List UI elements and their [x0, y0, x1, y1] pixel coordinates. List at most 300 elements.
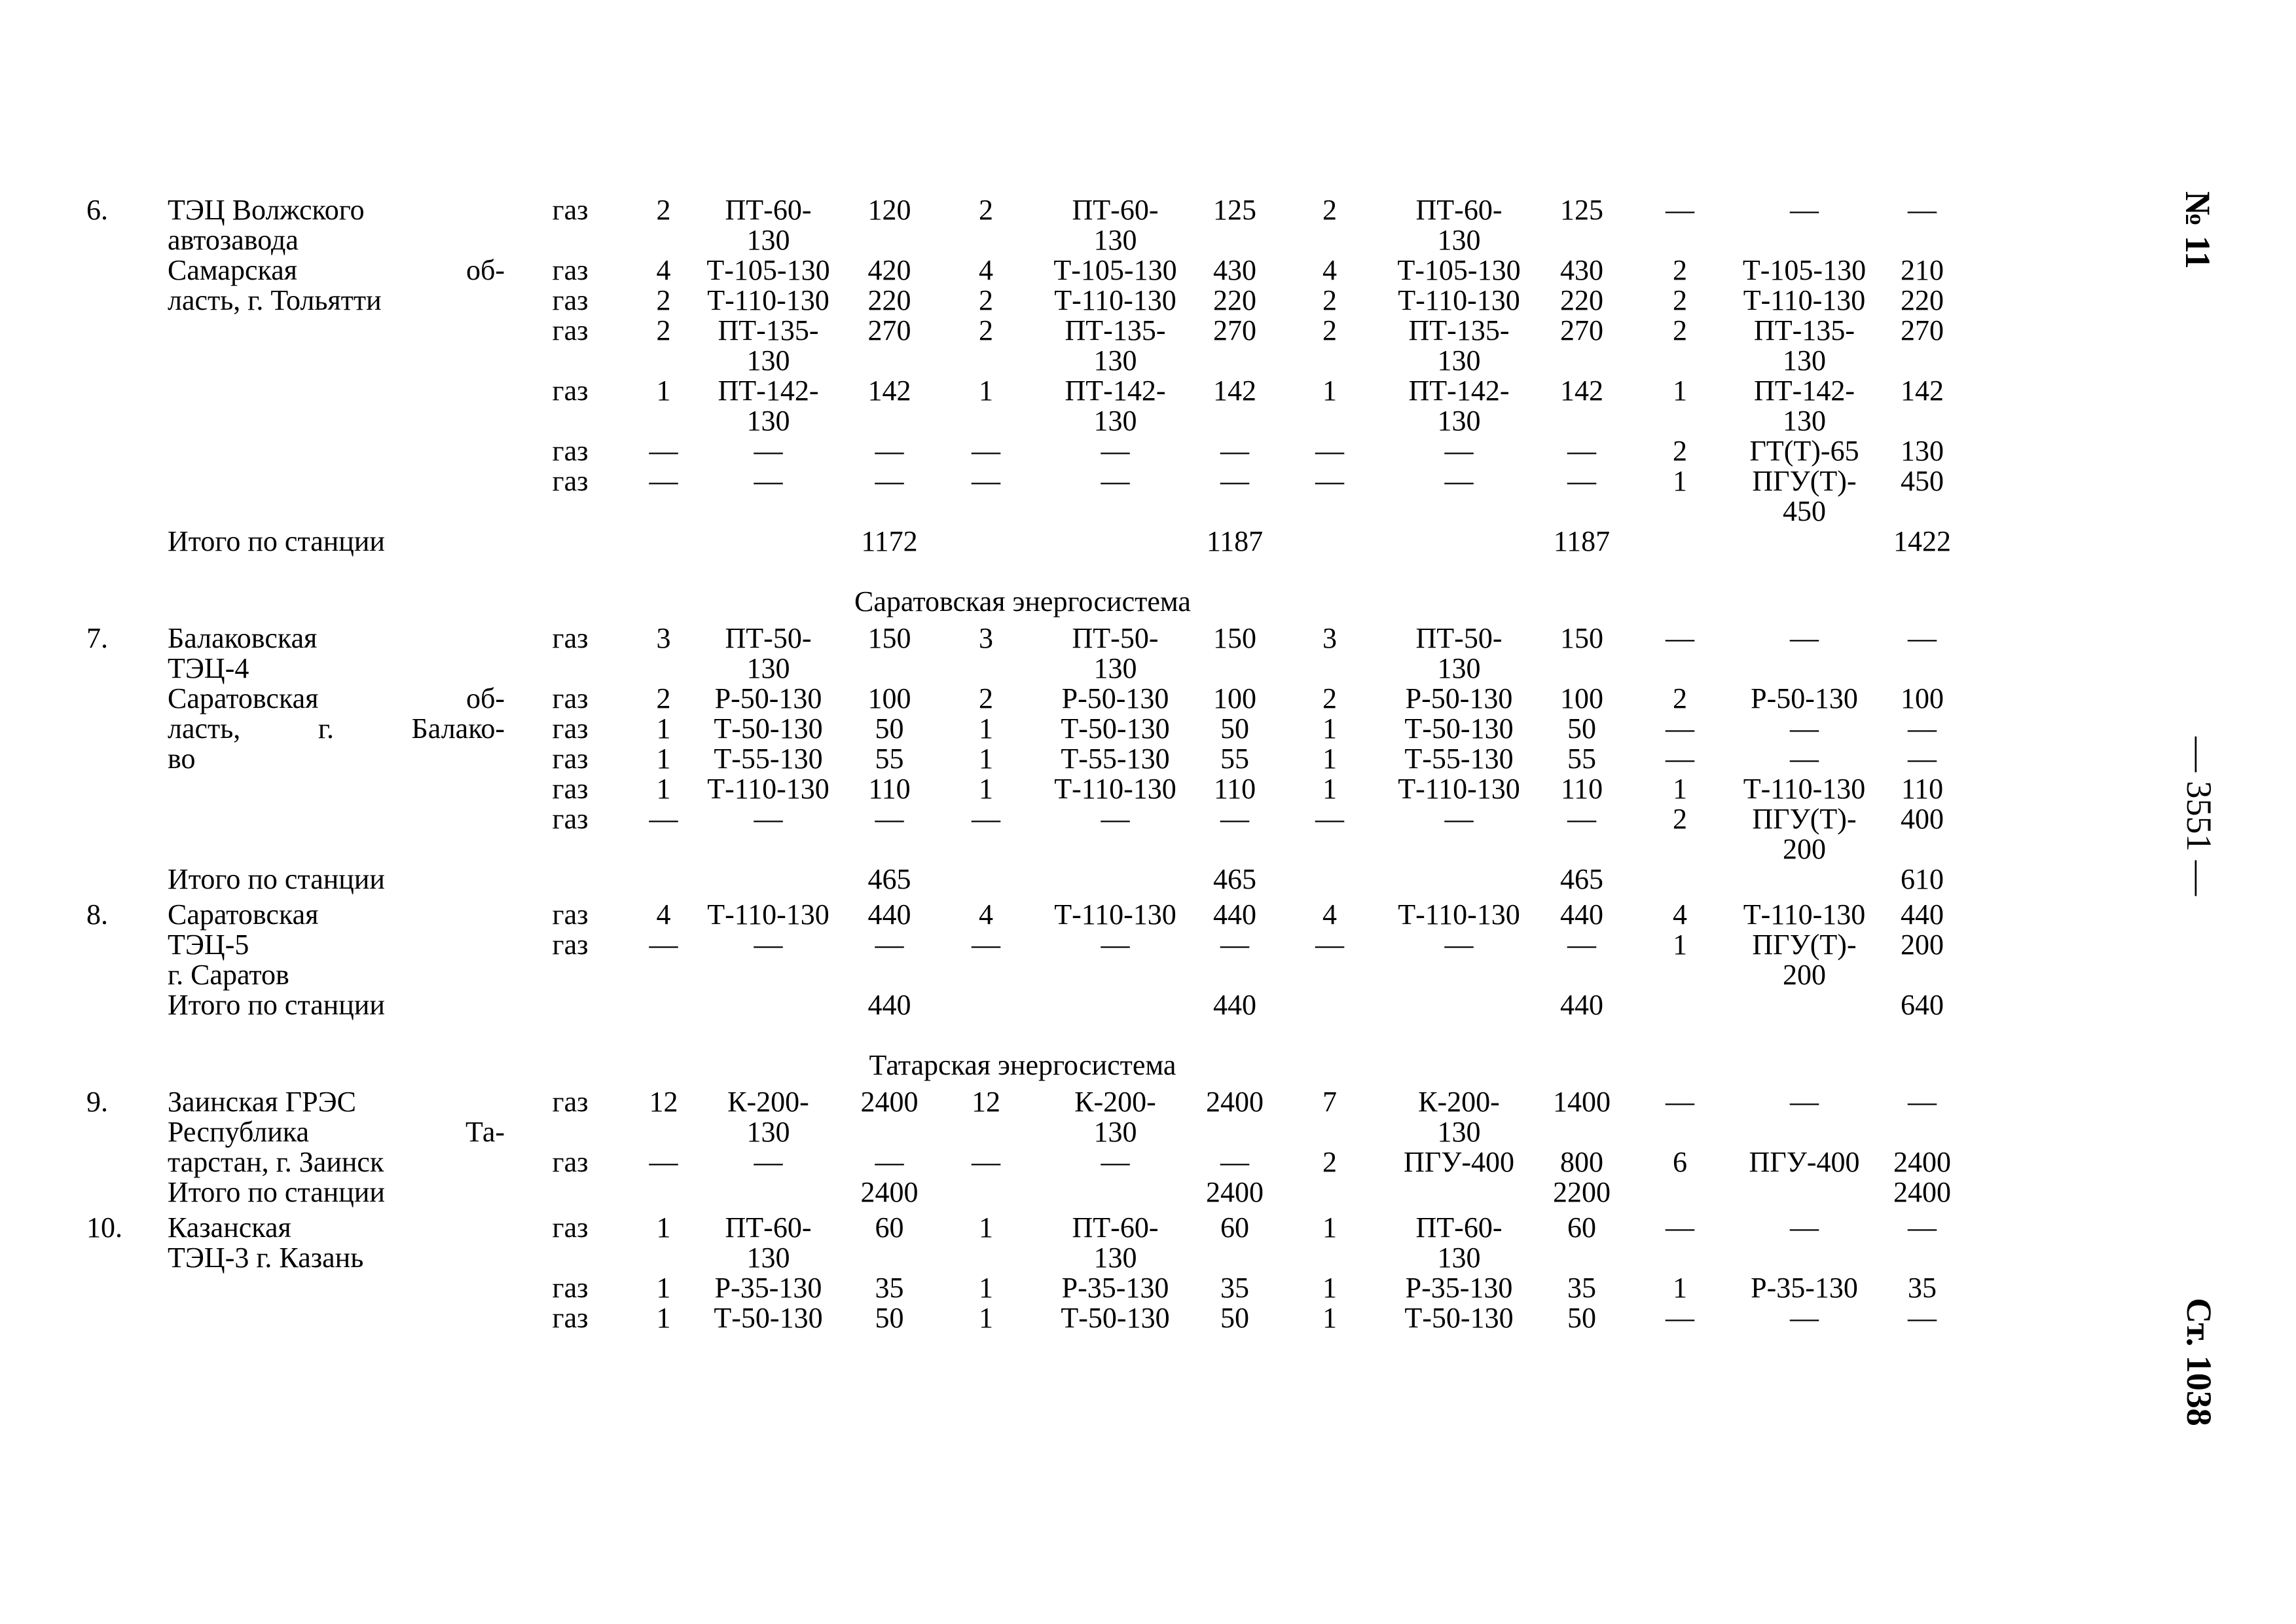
period-1-unit-capacity: 120	[867, 194, 911, 226]
period-2-total: 440	[1213, 989, 1256, 1021]
fuel-type: газ	[552, 1211, 589, 1244]
empty-cell	[1277, 1177, 1382, 1213]
period-4-unit-type: —	[1790, 1302, 1819, 1334]
period-1-unit-capacity: 110	[868, 773, 911, 805]
period-3-unit-capacity: 125	[1560, 194, 1603, 226]
empty-cell	[1732, 526, 1876, 562]
period-4-unit-capacity: 142	[1901, 375, 1944, 407]
empty-cell	[691, 526, 845, 562]
period-3-unit-type: ПТ-142- 130	[1408, 375, 1510, 437]
period-2-unit-type: Т-110-130	[1054, 773, 1176, 805]
period-1-unit-capacity: 220	[867, 284, 911, 316]
period-4-unit-capacity: 220	[1901, 284, 1944, 316]
fuel-type: газ	[552, 743, 589, 775]
period-4-unit-type: ПТ-135- 130	[1754, 314, 1855, 377]
period-1-unit-type: Т-55-130	[714, 743, 823, 775]
period-2-unit-capacity: —	[1220, 465, 1249, 497]
period-3-unit-count: 1	[1322, 712, 1337, 745]
period-2-unit-type: ПТ-135- 130	[1065, 314, 1166, 377]
period-2-unit-count: 2	[979, 682, 993, 714]
fuel-type: газ	[552, 712, 589, 745]
period-1-unit-capacity: 55	[875, 743, 904, 775]
period-3-unit-count: 1	[1322, 375, 1337, 407]
period-3-unit-capacity: 55	[1567, 743, 1596, 775]
period-1-unit-count: —	[649, 929, 678, 961]
station-total-row	[77, 526, 1968, 562]
table-row	[77, 900, 1968, 930]
period-1-unit-count: 2	[656, 314, 671, 346]
empty-cell	[1277, 526, 1382, 562]
empty-cell	[1628, 1177, 1732, 1213]
period-4-unit-type: Т-110-130	[1743, 284, 1866, 316]
period-3-unit-count: 1	[1322, 1302, 1337, 1334]
period-4-unit-capacity: 450	[1901, 465, 1944, 497]
period-2-unit-count: 1	[979, 712, 993, 745]
period-3-unit-capacity: 430	[1560, 254, 1603, 286]
fuel-type: газ	[552, 803, 589, 835]
station-total-row	[77, 1177, 1968, 1213]
period-2-unit-count: 1	[979, 773, 993, 805]
period-3-unit-type: Р-35-130	[1405, 1272, 1513, 1304]
period-1-unit-type: Т-110-130	[707, 284, 829, 316]
period-2-unit-capacity: —	[1220, 803, 1249, 835]
period-2-unit-capacity: —	[1220, 435, 1249, 467]
period-4-unit-capacity: —	[1908, 743, 1937, 775]
period-1-unit-count: —	[649, 803, 678, 835]
fuel-type: газ	[552, 284, 589, 316]
period-1-unit-count: 1	[656, 773, 671, 805]
article-number: Ст. 1038	[2179, 1298, 2219, 1426]
period-1-total: 465	[867, 863, 911, 895]
period-4-unit-type: ПГУ-400	[1749, 1146, 1860, 1178]
empty-cell	[77, 1177, 168, 1213]
total-label: Итого по станции	[168, 989, 385, 1021]
period-2-unit-capacity: 430	[1213, 254, 1256, 286]
period-3-unit-capacity: 100	[1560, 682, 1603, 714]
period-2-unit-type: ПТ-50- 130	[1072, 622, 1159, 684]
period-1-unit-type: К-200- 130	[727, 1086, 809, 1148]
period-4-unit-count: 1	[1673, 1272, 1687, 1304]
period-3-unit-count: —	[1315, 435, 1344, 467]
period-4-unit-type: —	[1790, 1086, 1819, 1118]
period-1-unit-capacity: 50	[875, 1302, 904, 1334]
period-1-unit-capacity: 100	[867, 682, 911, 714]
period-4-unit-capacity: —	[1908, 1302, 1937, 1334]
period-3-unit-type: Т-50-130	[1404, 712, 1514, 745]
fuel-type: газ	[552, 622, 589, 654]
period-4-total: 640	[1901, 989, 1944, 1021]
station-name-line: ласть, г. Тольятти	[168, 284, 382, 316]
period-4-unit-count: 2	[1673, 803, 1687, 835]
period-3-unit-count: 2	[1322, 1146, 1337, 1178]
period-4-unit-type: ПГУ(Т)- 200	[1752, 929, 1857, 991]
period-2-unit-capacity: 142	[1213, 375, 1256, 407]
fuel-type: газ	[552, 1272, 589, 1304]
period-4-unit-type: ПГУ(Т)- 450	[1752, 465, 1857, 527]
period-4-unit-count: 1	[1673, 375, 1687, 407]
empty-cell	[691, 990, 845, 1025]
empty-cell	[77, 990, 168, 1025]
period-4-total: 1422	[1893, 525, 1951, 557]
period-1-unit-type: Т-105-130	[706, 254, 830, 286]
fuel-type: газ	[552, 929, 589, 961]
station-name-line: во	[168, 743, 196, 775]
period-4-unit-count: 1	[1673, 773, 1687, 805]
power-plants-table	[77, 195, 1968, 1333]
period-3-unit-capacity: 110	[1560, 773, 1603, 805]
period-1-total: 2400	[860, 1176, 919, 1208]
period-2-unit-count: —	[972, 465, 1000, 497]
empty-cell	[1038, 526, 1192, 562]
period-1-unit-count: 12	[649, 1086, 678, 1118]
period-1-unit-capacity: —	[875, 1146, 904, 1178]
period-4-unit-type: ПТ-142- 130	[1754, 375, 1855, 437]
period-2-total: 1187	[1206, 525, 1264, 557]
period-3-unit-capacity: 50	[1567, 1302, 1596, 1334]
period-1-unit-count: 2	[656, 682, 671, 714]
period-2-unit-capacity: —	[1220, 929, 1249, 961]
period-2-unit-capacity: 440	[1213, 898, 1256, 931]
empty-cell	[505, 990, 636, 1025]
period-3-unit-type: Т-110-130	[1398, 284, 1520, 316]
station-name	[168, 623, 505, 864]
station-total-row	[77, 864, 1968, 900]
period-4-unit-capacity: 100	[1901, 682, 1944, 714]
station-name-line: ласть, г. Балако-	[168, 712, 505, 745]
period-3-total: 465	[1560, 863, 1603, 895]
period-4-unit-capacity: 110	[1901, 773, 1944, 805]
period-2-unit-capacity: 2400	[1206, 1086, 1264, 1118]
period-4-unit-capacity: 200	[1901, 929, 1944, 961]
empty-cell	[1628, 864, 1732, 900]
period-1-unit-count: 1	[656, 743, 671, 775]
period-2-unit-type: К-200- 130	[1074, 1086, 1156, 1148]
period-1-unit-type: —	[754, 465, 783, 497]
total-label: Итого по станции	[168, 525, 385, 557]
period-3-unit-capacity: 142	[1560, 375, 1603, 407]
station-name	[168, 195, 505, 526]
period-4-total: 2400	[1893, 1176, 1951, 1208]
period-2-total: 2400	[1206, 1176, 1264, 1208]
period-2-unit-type: —	[1101, 1146, 1130, 1178]
empty-cell	[1628, 990, 1732, 1025]
station-name-line: Самарская об-	[168, 254, 505, 286]
period-2-unit-type: ПТ-60- 130	[1072, 1211, 1159, 1274]
period-2-unit-count: 4	[979, 898, 993, 931]
page-number: — 3551 —	[2179, 737, 2219, 896]
empty-cell	[1038, 864, 1192, 900]
empty-cell	[934, 990, 1038, 1025]
period-3-unit-capacity: 35	[1567, 1272, 1596, 1304]
period-1-unit-capacity: 60	[875, 1211, 904, 1244]
empty-cell	[1382, 864, 1536, 900]
station-name-line: автозавода	[168, 224, 299, 256]
fuel-type: газ	[552, 682, 589, 714]
period-4-unit-capacity: 400	[1901, 803, 1944, 835]
table-row	[77, 623, 1968, 684]
station-name-line: Заинская ГРЭС	[168, 1086, 356, 1118]
period-3-unit-count: —	[1315, 465, 1344, 497]
period-3-total: 440	[1560, 989, 1603, 1021]
empty-cell	[505, 526, 636, 562]
period-4-unit-capacity: 35	[1908, 1272, 1937, 1304]
period-3-unit-type: —	[1444, 465, 1474, 497]
period-1-unit-count: 3	[656, 622, 671, 654]
station-name-line: Балаковская	[168, 622, 318, 654]
total-label: Итого по станции	[168, 1176, 385, 1208]
period-2-unit-type: —	[1101, 803, 1130, 835]
period-2-unit-count: —	[972, 435, 1000, 467]
period-1-unit-count: 1	[656, 712, 671, 745]
period-3-unit-capacity: 270	[1560, 314, 1603, 346]
period-4-unit-type: ПГУ(Т)- 200	[1752, 803, 1857, 865]
period-4-unit-type: ГТ(Т)-65	[1749, 435, 1859, 467]
period-1-unit-type: Т-110-130	[707, 898, 829, 931]
period-2-unit-count: 1	[979, 1302, 993, 1334]
period-2-unit-capacity: 60	[1220, 1211, 1249, 1244]
period-3-unit-capacity: 800	[1560, 1146, 1603, 1178]
period-4-unit-type: —	[1790, 622, 1819, 654]
period-2-unit-capacity: 50	[1220, 1302, 1249, 1334]
period-4-unit-count: —	[1666, 622, 1694, 654]
empty-cell	[636, 1177, 691, 1213]
issue-number: № 11	[2178, 191, 2217, 269]
fuel-type: газ	[552, 314, 589, 346]
period-4-unit-count: —	[1666, 1211, 1694, 1244]
station-name-line: ТЭЦ Волжского	[168, 194, 365, 226]
station-name-line: Саратовская об-	[168, 682, 505, 714]
station-number: 10.	[86, 1211, 122, 1244]
period-1-unit-capacity: —	[875, 465, 904, 497]
period-2-unit-type: —	[1101, 465, 1130, 497]
empty-cell	[505, 1177, 636, 1213]
fuel-type: газ	[552, 1086, 589, 1118]
period-2-total: 465	[1213, 863, 1256, 895]
period-2-unit-type: Т-55-130	[1061, 743, 1170, 775]
period-3-unit-type: К-200- 130	[1418, 1086, 1500, 1148]
period-1-unit-capacity: 142	[867, 375, 911, 407]
fuel-type: газ	[552, 773, 589, 805]
period-2-unit-type: Т-110-130	[1054, 284, 1176, 316]
station-number: 9.	[86, 1086, 108, 1118]
empty-cell	[1382, 990, 1536, 1025]
empty-cell	[1732, 990, 1876, 1025]
period-4-unit-count: 2	[1673, 682, 1687, 714]
period-4-total: 610	[1901, 863, 1944, 895]
period-3-unit-capacity: —	[1567, 435, 1596, 467]
period-2-unit-capacity: 35	[1220, 1272, 1249, 1304]
period-3-unit-capacity: 1400	[1553, 1086, 1611, 1118]
period-4-unit-capacity: —	[1908, 194, 1937, 226]
empty-cell	[1628, 526, 1732, 562]
empty-cell	[505, 864, 636, 900]
period-3-unit-capacity: 50	[1567, 712, 1596, 745]
period-1-unit-type: ПТ-135- 130	[718, 314, 819, 377]
empty-cell	[77, 526, 168, 562]
period-3-unit-type: ПГУ-400	[1403, 1146, 1515, 1178]
period-1-unit-capacity: —	[875, 803, 904, 835]
fuel-type: газ	[552, 898, 589, 931]
period-1-unit-type: —	[754, 1146, 783, 1178]
period-2-unit-capacity: —	[1220, 1146, 1249, 1178]
period-3-unit-type: ПТ-60- 130	[1415, 194, 1503, 256]
period-1-unit-type: Т-50-130	[714, 1302, 823, 1334]
empty-cell	[934, 526, 1038, 562]
period-2-unit-count: 1	[979, 743, 993, 775]
empty-cell	[636, 990, 691, 1025]
period-4-unit-capacity: 440	[1901, 898, 1944, 931]
period-4-unit-capacity: 130	[1901, 435, 1944, 467]
period-4-unit-type: Р-50-130	[1751, 682, 1858, 714]
period-3-unit-capacity: 150	[1560, 622, 1603, 654]
period-1-unit-capacity: 270	[867, 314, 911, 346]
period-2-unit-capacity: 220	[1213, 284, 1256, 316]
period-3-unit-type: Т-110-130	[1398, 898, 1520, 931]
period-1-unit-capacity: —	[875, 435, 904, 467]
period-4-unit-capacity: —	[1908, 622, 1937, 654]
period-1-unit-type: ПТ-60- 130	[725, 194, 812, 256]
period-3-unit-capacity: —	[1567, 803, 1596, 835]
empty-cell	[1038, 1177, 1192, 1213]
period-3-unit-count: 2	[1322, 194, 1337, 226]
period-2-unit-count: —	[972, 1146, 1000, 1178]
period-1-unit-type: Т-110-130	[707, 773, 829, 805]
station-name-line: ТЭЦ-5	[168, 929, 249, 961]
period-4-unit-count: —	[1666, 743, 1694, 775]
period-4-unit-count: —	[1666, 194, 1694, 226]
period-4-unit-count: 1	[1673, 465, 1687, 497]
period-2-unit-count: 12	[972, 1086, 1000, 1118]
period-4-unit-capacity: 2400	[1893, 1146, 1951, 1178]
station-name-line: Казанская	[168, 1211, 291, 1244]
period-4-unit-type: Т-110-130	[1743, 898, 1866, 931]
period-2-unit-count: 2	[979, 194, 993, 226]
period-2-unit-type: Т-50-130	[1061, 1302, 1170, 1334]
station-name-line: Саратовская	[168, 898, 319, 931]
period-1-unit-count: 1	[656, 1302, 671, 1334]
period-1-total: 440	[867, 989, 911, 1021]
period-2-unit-count: 2	[979, 284, 993, 316]
period-2-unit-count: 3	[979, 622, 993, 654]
period-2-unit-count: 1	[979, 1272, 993, 1304]
period-3-unit-type: ПТ-60- 130	[1415, 1211, 1503, 1274]
period-1-unit-type: —	[754, 929, 783, 961]
period-2-unit-type: ПТ-142- 130	[1065, 375, 1166, 437]
period-3-unit-count: 1	[1322, 743, 1337, 775]
period-2-unit-capacity: 125	[1213, 194, 1256, 226]
period-3-unit-capacity: 60	[1567, 1211, 1596, 1244]
fuel-type: газ	[552, 1302, 589, 1334]
empty-cell	[1382, 1177, 1536, 1213]
period-1-unit-capacity: 35	[875, 1272, 904, 1304]
empty-cell	[691, 864, 845, 900]
station-number: 7.	[86, 622, 108, 654]
empty-cell	[1277, 990, 1382, 1025]
period-4-unit-count: —	[1666, 1086, 1694, 1118]
period-2-unit-capacity: 55	[1220, 743, 1249, 775]
station-name	[168, 900, 505, 990]
period-3-unit-count: 2	[1322, 284, 1337, 316]
period-1-unit-type: —	[754, 803, 783, 835]
period-3-unit-count: 4	[1322, 898, 1337, 931]
period-1-unit-type: —	[754, 435, 783, 467]
period-4-unit-capacity: —	[1908, 712, 1937, 745]
period-1-unit-count: 4	[656, 254, 671, 286]
period-2-unit-count: 1	[979, 1211, 993, 1244]
period-2-unit-type: Т-105-130	[1053, 254, 1177, 286]
period-3-unit-capacity: —	[1567, 465, 1596, 497]
period-4-unit-count: 2	[1673, 314, 1687, 346]
empty-cell	[1382, 526, 1536, 562]
station-name-line: тарстан, г. Заинск	[168, 1146, 384, 1178]
empty-cell	[1277, 864, 1382, 900]
period-3-unit-type: Т-105-130	[1397, 254, 1521, 286]
period-4-unit-count: 1	[1673, 929, 1687, 961]
period-4-unit-count: —	[1666, 712, 1694, 745]
period-4-unit-type: Р-35-130	[1751, 1272, 1858, 1304]
period-3-unit-count: 1	[1322, 1272, 1337, 1304]
period-4-unit-count: 2	[1673, 254, 1687, 286]
table-row	[77, 1087, 1968, 1147]
empty-cell	[1732, 1177, 1876, 1213]
period-1-unit-capacity: 50	[875, 712, 904, 745]
period-3-unit-capacity: 440	[1560, 898, 1603, 931]
period-4-unit-capacity: —	[1908, 1211, 1937, 1244]
fuel-type: газ	[552, 465, 589, 497]
period-4-unit-type: Т-105-130	[1742, 254, 1867, 286]
period-1-unit-type: Т-50-130	[714, 712, 823, 745]
period-4-unit-count: —	[1666, 1302, 1694, 1334]
empty-cell	[636, 526, 691, 562]
empty-cell	[1038, 990, 1192, 1025]
station-name	[168, 1087, 505, 1177]
period-2-unit-count: —	[972, 803, 1000, 835]
total-label: Итого по станции	[168, 863, 385, 895]
fuel-type: газ	[552, 1146, 589, 1178]
period-1-unit-capacity: 150	[867, 622, 911, 654]
period-3-unit-type: —	[1444, 435, 1474, 467]
period-1-total: 1172	[861, 525, 918, 557]
period-2-unit-capacity: 110	[1213, 773, 1256, 805]
period-3-unit-type: —	[1444, 803, 1474, 835]
period-4-unit-type: —	[1790, 194, 1819, 226]
period-3-unit-type: ПТ-135- 130	[1408, 314, 1510, 377]
period-1-unit-capacity: 2400	[860, 1086, 919, 1118]
section-title: Татарская энергосистема	[869, 1049, 1176, 1081]
station-name-line: ТЭЦ-4	[168, 652, 249, 684]
period-2-unit-capacity: 150	[1213, 622, 1256, 654]
period-4-unit-type: —	[1790, 712, 1819, 745]
section-heading-row	[77, 562, 1968, 623]
period-2-unit-count: 2	[979, 314, 993, 346]
station-name-line: ТЭЦ-3 г. Казань	[168, 1242, 364, 1274]
period-3-unit-count: 4	[1322, 254, 1337, 286]
empty-cell	[691, 1177, 845, 1213]
period-3-unit-count: —	[1315, 929, 1344, 961]
period-3-unit-type: ПТ-50- 130	[1415, 622, 1503, 684]
period-1-unit-count: 2	[656, 194, 671, 226]
period-1-unit-type: Р-50-130	[714, 682, 822, 714]
period-3-unit-type: Т-50-130	[1404, 1302, 1514, 1334]
station-name	[168, 1213, 505, 1333]
period-3-unit-count: 2	[1322, 682, 1337, 714]
station-number: 6.	[86, 194, 108, 226]
period-2-unit-type: Р-35-130	[1061, 1272, 1169, 1304]
period-3-unit-count: 2	[1322, 314, 1337, 346]
empty-cell	[636, 864, 691, 900]
period-1-unit-capacity: 440	[867, 898, 911, 931]
empty-cell	[77, 864, 168, 900]
